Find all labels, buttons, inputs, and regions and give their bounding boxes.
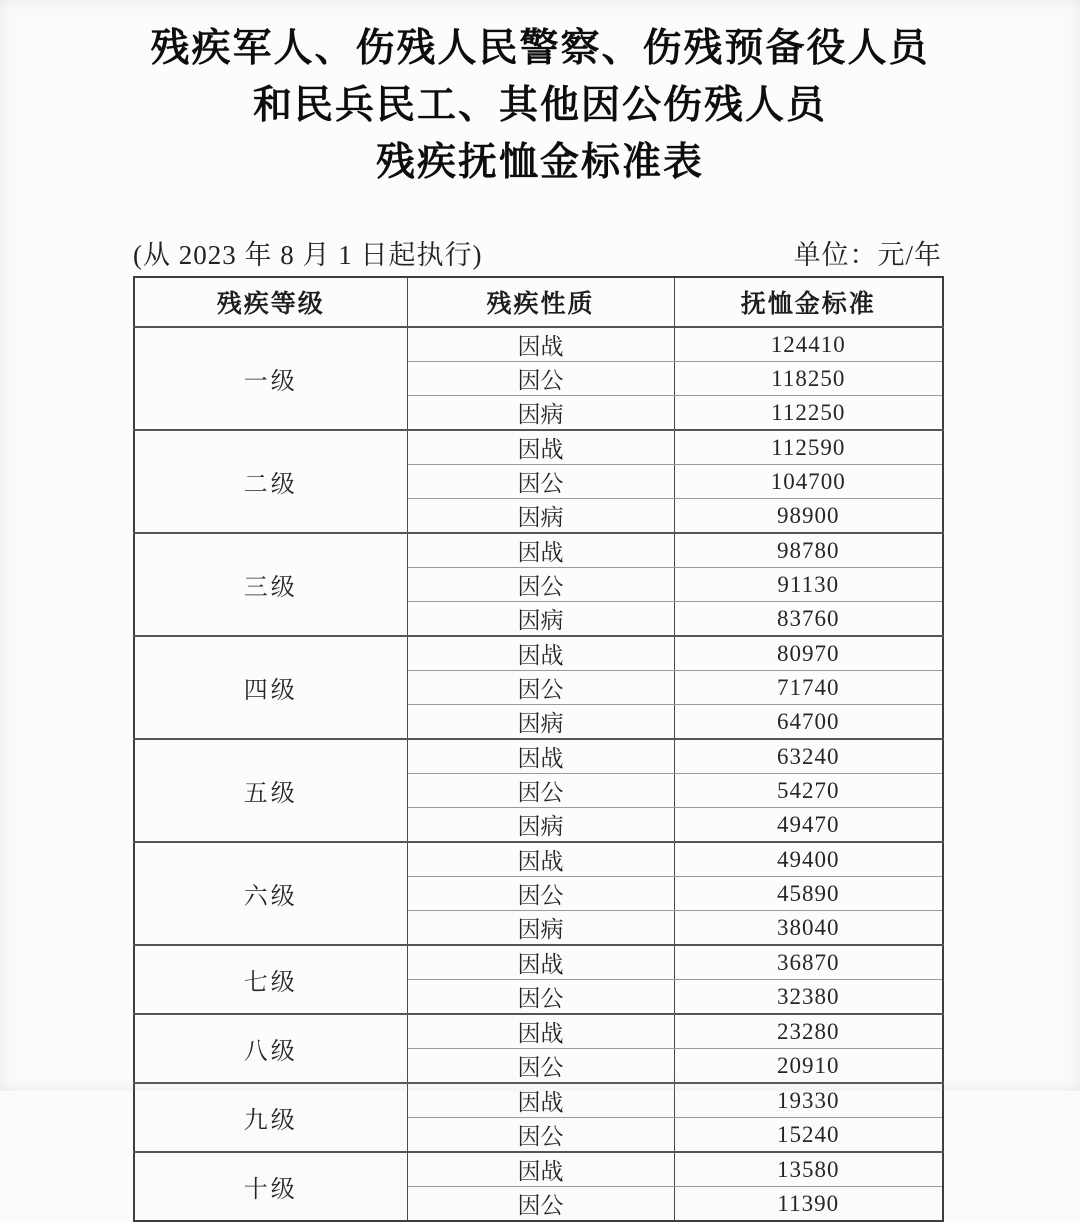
disability-nature-cell: 因公 [407,671,674,705]
table-row [134,533,943,568]
disability-nature-cell: 因公 [407,465,674,499]
pension-amount-cell: 118250 [674,362,943,396]
disability-nature-cell: 因病 [407,499,674,534]
pension-amount-cell: 80970 [674,636,943,671]
disability-nature-cell: 因战 [407,1152,674,1187]
disability-nature-cell: 因公 [407,1049,674,1084]
pension-amount-cell: 83760 [674,602,943,637]
header-pension-standard: 抚恤金标准 [674,277,943,327]
pension-amount-cell: 36870 [674,945,943,980]
disability-nature-cell: 因公 [407,774,674,808]
disability-nature-cell: 因病 [407,911,674,946]
pension-amount-cell: 71740 [674,671,943,705]
disability-nature-cell: 因公 [407,1187,674,1222]
pension-amount-cell: 20910 [674,1049,943,1084]
disability-nature-cell: 因公 [407,362,674,396]
pension-amount-cell: 23280 [674,1014,943,1049]
disability-nature-cell: 因病 [407,396,674,431]
disability-nature-cell: 因公 [407,568,674,602]
disability-nature-cell: 因战 [407,636,674,671]
disability-nature-cell: 因战 [407,533,674,568]
disability-nature-cell: 因战 [407,327,674,362]
pension-amount-cell: 19330 [674,1083,943,1118]
disability-level-cell: 五级 [134,739,407,842]
pension-amount-cell: 11390 [674,1187,943,1222]
table-row [134,1152,943,1187]
unit-note: 单位：元/年 [793,240,942,270]
pension-amount-cell: 104700 [674,465,943,499]
table-row [134,430,943,465]
pension-table-body [134,327,943,1221]
pension-amount-cell: 54270 [674,774,943,808]
disability-level-cell: 三级 [134,533,407,636]
pension-amount-cell: 15240 [674,1118,943,1153]
disability-level-cell: 四级 [134,636,407,739]
disability-level-cell: 九级 [134,1083,407,1152]
table-row [134,945,943,980]
document-title [0,20,1080,191]
table-row [134,1083,943,1118]
pension-amount-cell: 98780 [674,533,943,568]
disability-nature-cell: 因战 [407,842,674,877]
disability-level-cell: 七级 [134,945,407,1014]
pension-amount-cell: 63240 [674,739,943,774]
table-row [134,1014,943,1049]
pension-amount-cell: 38040 [674,911,943,946]
pension-amount-cell: 45890 [674,877,943,911]
disability-nature-cell: 因战 [407,1014,674,1049]
table-header-row [134,277,943,327]
table-row [134,636,943,671]
pension-standards-table [133,276,944,1222]
pension-amount-cell: 98900 [674,499,943,534]
header-disability-level: 残疾等级 [134,277,407,327]
disability-level-cell: 六级 [134,842,407,945]
pension-amount-cell: 13580 [674,1152,943,1187]
disability-nature-cell: 因公 [407,1118,674,1153]
pension-amount-cell: 32380 [674,980,943,1015]
disability-nature-cell: 因病 [407,602,674,637]
disability-nature-cell: 因战 [407,1083,674,1118]
disability-nature-cell: 因战 [407,430,674,465]
disability-nature-cell: 因战 [407,739,674,774]
disability-nature-cell: 因病 [407,705,674,740]
pension-amount-cell: 49400 [674,842,943,877]
effective-date-note: (从 2023 年 8 月 1 日起执行) [133,240,483,270]
pension-amount-cell: 112250 [674,396,943,431]
title-line-3: 残疾抚恤金标准表 [375,141,704,184]
table-row [134,739,943,774]
pension-amount-cell: 124410 [674,327,943,362]
disability-level-cell: 十级 [134,1152,407,1221]
pension-amount-cell: 49470 [674,808,943,843]
disability-nature-cell: 因战 [407,945,674,980]
title-line-2: 和民兵民工、其他因公伤残人员 [252,84,827,127]
disability-nature-cell: 因公 [407,877,674,911]
disability-level-cell: 八级 [134,1014,407,1083]
table-row [134,842,943,877]
pension-amount-cell: 64700 [674,705,943,740]
pension-amount-cell: 112590 [674,430,943,465]
disability-level-cell: 一级 [134,327,407,430]
header-disability-nature: 残疾性质 [407,277,674,327]
disability-nature-cell: 因病 [407,808,674,843]
pension-amount-cell: 91130 [674,568,943,602]
title-line-1: 残疾军人、伤残人民警察、伤残预备役人员 [150,27,930,70]
disability-level-cell: 二级 [134,430,407,533]
disability-nature-cell: 因公 [407,980,674,1015]
table-meta-row [133,233,942,272]
table-row [134,327,943,362]
